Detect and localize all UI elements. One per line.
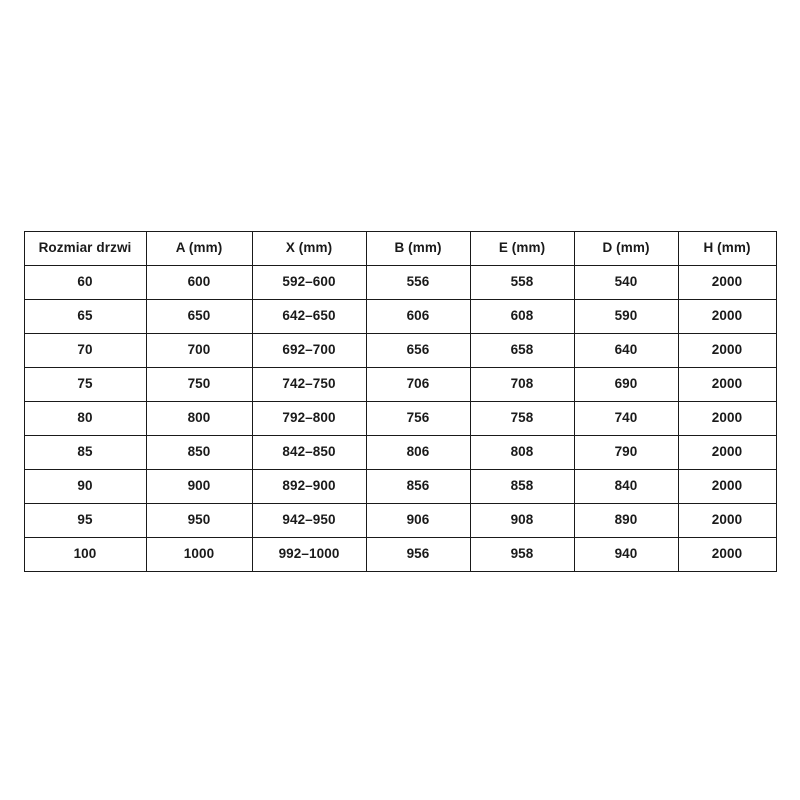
- column-header-x: X (mm): [252, 231, 366, 265]
- cell-e: 808: [470, 435, 574, 469]
- cell-e: 958: [470, 537, 574, 571]
- cell-e: 758: [470, 401, 574, 435]
- table-body: [24, 265, 776, 571]
- cell-d: 740: [574, 401, 678, 435]
- cell-d: 790: [574, 435, 678, 469]
- cell-size: 65: [24, 299, 146, 333]
- cell-size: 90: [24, 469, 146, 503]
- column-header-a: A (mm): [146, 231, 252, 265]
- cell-size: 80: [24, 401, 146, 435]
- cell-b: 806: [366, 435, 470, 469]
- table-row: [24, 299, 776, 333]
- cell-a: 800: [146, 401, 252, 435]
- door-size-specification-table: [24, 231, 777, 572]
- table-row: [24, 435, 776, 469]
- cell-a: 650: [146, 299, 252, 333]
- cell-d: 690: [574, 367, 678, 401]
- cell-b: 706: [366, 367, 470, 401]
- cell-a: 600: [146, 265, 252, 299]
- cell-d: 540: [574, 265, 678, 299]
- cell-a: 1000: [146, 537, 252, 571]
- cell-x: 992–1000: [252, 537, 366, 571]
- cell-x: 592–600: [252, 265, 366, 299]
- cell-h: 2000: [678, 265, 776, 299]
- column-header-rozmiar-drzwi: Rozmiar drzwi: [24, 231, 146, 265]
- cell-size: 60: [24, 265, 146, 299]
- cell-e: 858: [470, 469, 574, 503]
- cell-h: 2000: [678, 537, 776, 571]
- cell-size: 85: [24, 435, 146, 469]
- cell-x: 792–800: [252, 401, 366, 435]
- cell-h: 2000: [678, 367, 776, 401]
- cell-h: 2000: [678, 299, 776, 333]
- cell-d: 890: [574, 503, 678, 537]
- cell-b: 906: [366, 503, 470, 537]
- cell-h: 2000: [678, 469, 776, 503]
- cell-x: 892–900: [252, 469, 366, 503]
- cell-b: 556: [366, 265, 470, 299]
- cell-a: 850: [146, 435, 252, 469]
- cell-x: 942–950: [252, 503, 366, 537]
- cell-e: 558: [470, 265, 574, 299]
- cell-h: 2000: [678, 333, 776, 367]
- column-header-h: H (mm): [678, 231, 776, 265]
- cell-e: 658: [470, 333, 574, 367]
- table-row: [24, 537, 776, 571]
- cell-a: 950: [146, 503, 252, 537]
- cell-size: 100: [24, 537, 146, 571]
- table-header-row: [24, 231, 776, 265]
- table-row: [24, 401, 776, 435]
- cell-d: 590: [574, 299, 678, 333]
- cell-d: 640: [574, 333, 678, 367]
- cell-x: 842–850: [252, 435, 366, 469]
- cell-b: 606: [366, 299, 470, 333]
- cell-e: 608: [470, 299, 574, 333]
- cell-d: 940: [574, 537, 678, 571]
- cell-h: 2000: [678, 401, 776, 435]
- table-row: [24, 333, 776, 367]
- cell-size: 75: [24, 367, 146, 401]
- cell-b: 656: [366, 333, 470, 367]
- cell-b: 856: [366, 469, 470, 503]
- table-header: [24, 231, 776, 265]
- cell-x: 642–650: [252, 299, 366, 333]
- cell-a: 750: [146, 367, 252, 401]
- column-header-d: D (mm): [574, 231, 678, 265]
- cell-b: 956: [366, 537, 470, 571]
- table-row: [24, 469, 776, 503]
- table-row: [24, 265, 776, 299]
- cell-b: 756: [366, 401, 470, 435]
- cell-a: 900: [146, 469, 252, 503]
- cell-x: 742–750: [252, 367, 366, 401]
- cell-a: 700: [146, 333, 252, 367]
- column-header-e: E (mm): [470, 231, 574, 265]
- column-header-b: B (mm): [366, 231, 470, 265]
- cell-size: 70: [24, 333, 146, 367]
- cell-e: 708: [470, 367, 574, 401]
- cell-x: 692–700: [252, 333, 366, 367]
- cell-h: 2000: [678, 503, 776, 537]
- cell-size: 95: [24, 503, 146, 537]
- cell-h: 2000: [678, 435, 776, 469]
- table-row: [24, 367, 776, 401]
- cell-e: 908: [470, 503, 574, 537]
- cell-d: 840: [574, 469, 678, 503]
- table-row: [24, 503, 776, 537]
